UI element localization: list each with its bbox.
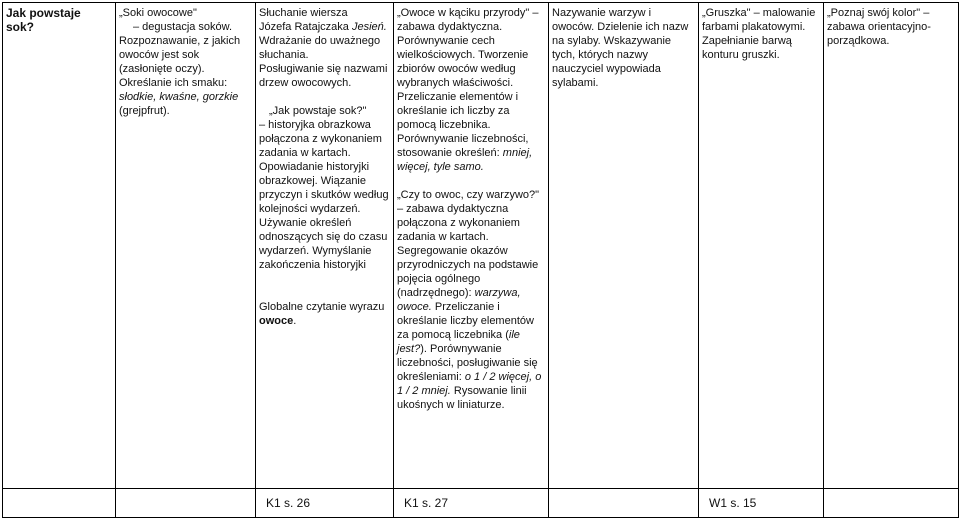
activity-cell-6: [824, 3, 959, 489]
text-line: „Gruszka" – malowanie farbami plakatowymi. Zapełnianie barwą konturu gruszki.: [702, 7, 816, 61]
text-line: Globalne czytanie wyrazu owoce.: [259, 301, 385, 327]
footer-ref: W1 s. 15: [699, 489, 824, 518]
text-line: Józefa Ratajczaka Jesień. Wdrażanie do uważnego słuchania.: [259, 21, 387, 61]
topic-cell: [3, 3, 116, 489]
text-line: Rozpoznawanie, z jakich owoców jest sok (zasłonięte oczy).: [119, 35, 241, 75]
text-line: „Czy to owoc, czy warzywo?" – zabawa dydaktyczna połączona z wykonaniem zadania w kartach. Segregowanie okazów przyrodniczych na podstawie pojęcia ogólnego (nadrzędnego): warzywa, owoce. Przeliczanie i określanie liczby elementów za pomocą liczebnika (ile jest?). Porównywanie liczebności, posługiwanie się określeniami: o 1 / 2 więcej, o 1 / 2 mniej. Rysowanie linii ukośnych w liniaturze.: [397, 189, 542, 411]
activity-cell-1: [116, 3, 256, 489]
text-line: „Jak powstaje sok?": [269, 105, 367, 117]
text-line: – degustacja soków.: [133, 21, 233, 33]
footer-ref: K1 s. 26: [256, 489, 394, 518]
footer-cell: [3, 489, 116, 518]
text-line: – historyjka obrazkowa połączona z wykonaniem zadania w kartach. Opowiadanie historyjki obrazkowej. Wiązanie przyczyn i skutków według kolejności wydarzeń. Używanie określeń odnoszących się do czasu wydarzeń. Wymyślanie zakończenia historyjki: [259, 119, 389, 271]
text-line: Określanie ich smaku:: [119, 77, 228, 89]
footer-row: [3, 489, 959, 518]
topic-title: Jak powstaje sok?: [6, 6, 81, 34]
text-line: słodkie, kwaśne, gorzkie (grejpfrut).: [119, 91, 239, 117]
text-line: „Poznaj swój kolor" – zabawa orientacyjno-porządkowa.: [827, 7, 931, 47]
text-line: Słuchanie wiersza: [259, 7, 348, 19]
footer-cell: [549, 489, 699, 518]
table-row: [3, 3, 959, 489]
footer-cell: [824, 489, 959, 518]
activity-cell-3: [394, 3, 549, 489]
text-line: Posługiwanie się nazwami drzew owocowych.: [259, 63, 388, 89]
lesson-plan-table: [2, 2, 959, 518]
activity-cell-2: [256, 3, 394, 489]
activity-cell-5: [699, 3, 824, 489]
activity-cell-4: [549, 3, 699, 489]
text-line: „Owoce w kąciku przyrody" – zabawa dydaktyczna. Porównywanie cech wielkościowych. Tworzenie zbiorów owoców według wybranych właściwości. Przeliczanie elementów i określanie ich liczby za pomocą liczebnika. Porównywanie liczebności, stosowanie określeń: mniej, więcej, tyle samo.: [397, 7, 539, 173]
footer-ref: K1 s. 27: [394, 489, 549, 518]
footer-cell: [116, 489, 256, 518]
text-line: Nazywanie warzyw i owoców. Dzielenie ich nazw na sylaby. Wskazywanie tych, których nazwy nauczyciel wypowiada sylabami.: [552, 7, 689, 89]
text-line: „Soki owocowe": [119, 7, 197, 19]
